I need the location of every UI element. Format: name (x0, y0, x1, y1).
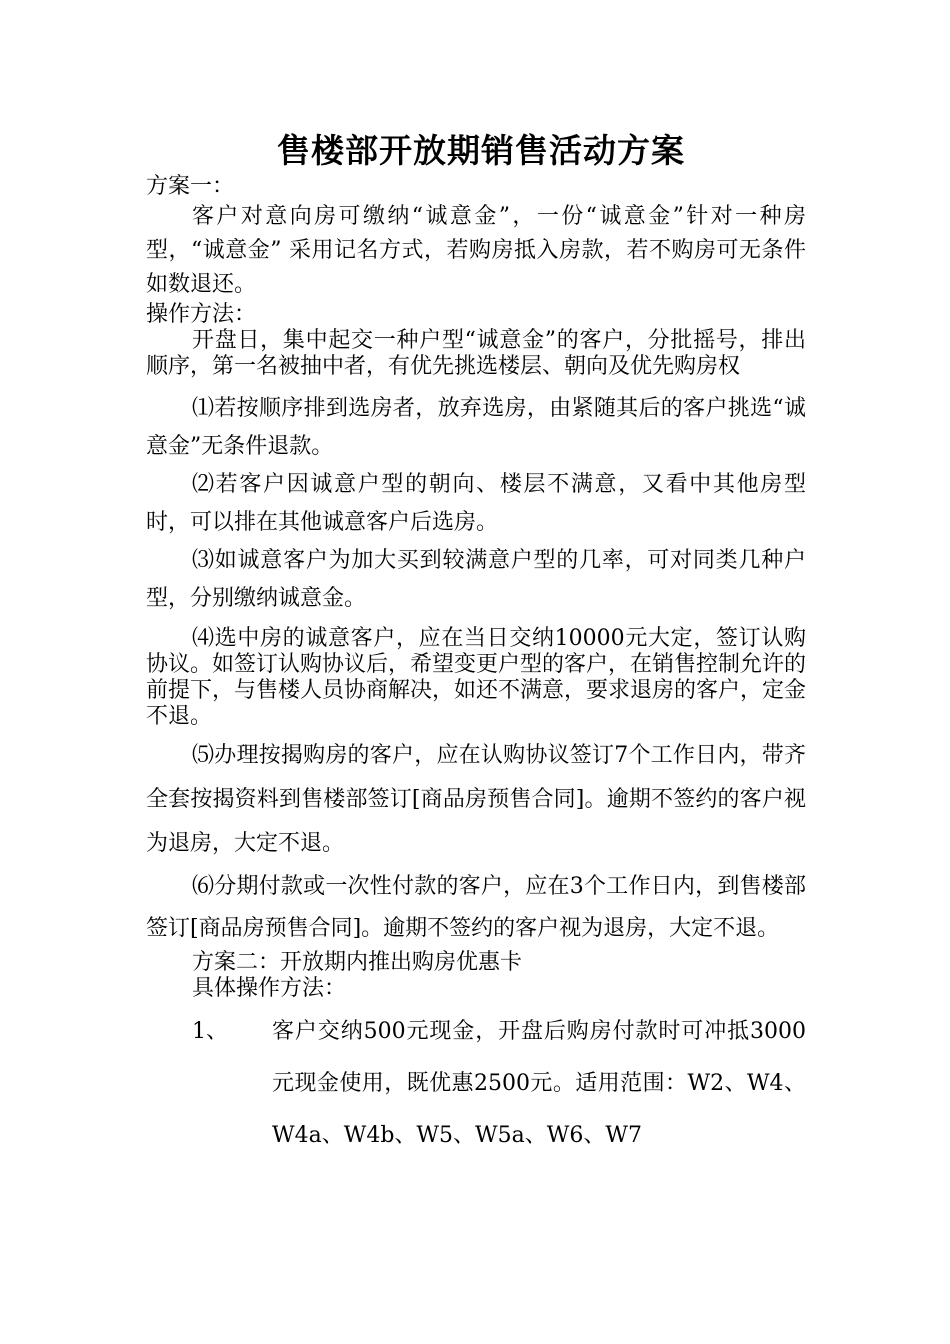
plan1-rule-3: ⑶如诚意客户为加大买到较满意户型的几率，可对同类几种户型，分别缴纳诚意金。 (146, 548, 806, 611)
list-item (146, 1006, 806, 1162)
plan1-rule-6: ⑹分期付款或一次性付款的客户，应在3个工作日内，到售楼部签订[商品房预售合同]。逾期不签约的客户视为退房，大定不退。 (146, 874, 806, 941)
plan1-rule-1: ⑴若按顺序排到选房者，放弃选房，由紧随其后的客户挑选“诚意金”无条件退款。 (146, 396, 806, 459)
plan1-heading: 方案一： (146, 174, 235, 199)
plan1-operation-description: 开盘日，集中起交一种户型“诚意金”的客户，分批摇号，排出顺序，第一名被抽中者，有优先挑选楼层、朝向及优先购房权 (146, 328, 806, 379)
document-title: 售楼部开放期销售活动方案 (277, 131, 685, 170)
plan1-rule-2: ⑵若客户因诚意户型的朝向、楼层不满意，又看中其他房型时，可以排在其他诚意客户后选房。 (146, 472, 806, 535)
list-item-number: 1、 (192, 1019, 228, 1044)
plan1-description: 客户对意向房可缴纳“诚意金”，一份“诚意金”针对一种房型，“诚意金” 采用记名方式，若购房抵入房款，若不购房可无条件如数退还。 (146, 204, 806, 297)
plan2-heading: 方案二：开放期内推出购房优惠卡 (192, 950, 523, 975)
document-page (146, 128, 806, 1162)
plan2-operation-heading: 具体操作方法： (192, 976, 347, 1001)
plan1-rule-5: ⑸办理按揭购房的客户，应在认购协议签订7个工作日内，带齐全套按揭资料到售楼部签订[商品房预售合同]。逾期不签约的客户视为退房，大定不退。 (146, 743, 806, 856)
plan1-rule-4: ⑷选中房的诚意客户，应在当日交纳10000元大定，签订认购协议。如签订认购协议后，希望变更户型的客户，在销售控制允许的前提下，与售楼人员协商解决，如还不满意，要求退房的客户，定金不退。 (146, 626, 807, 729)
list-item-text: 客户交纳500元现金，开盘后购房付款时可冲抵3000元现金使用，既优惠2500元。适用范围：W2、W4、W4a、W4b、W5、W5a、W6、W7 (272, 1019, 806, 1148)
plan1-operation-heading: 操作方法： (146, 302, 257, 327)
